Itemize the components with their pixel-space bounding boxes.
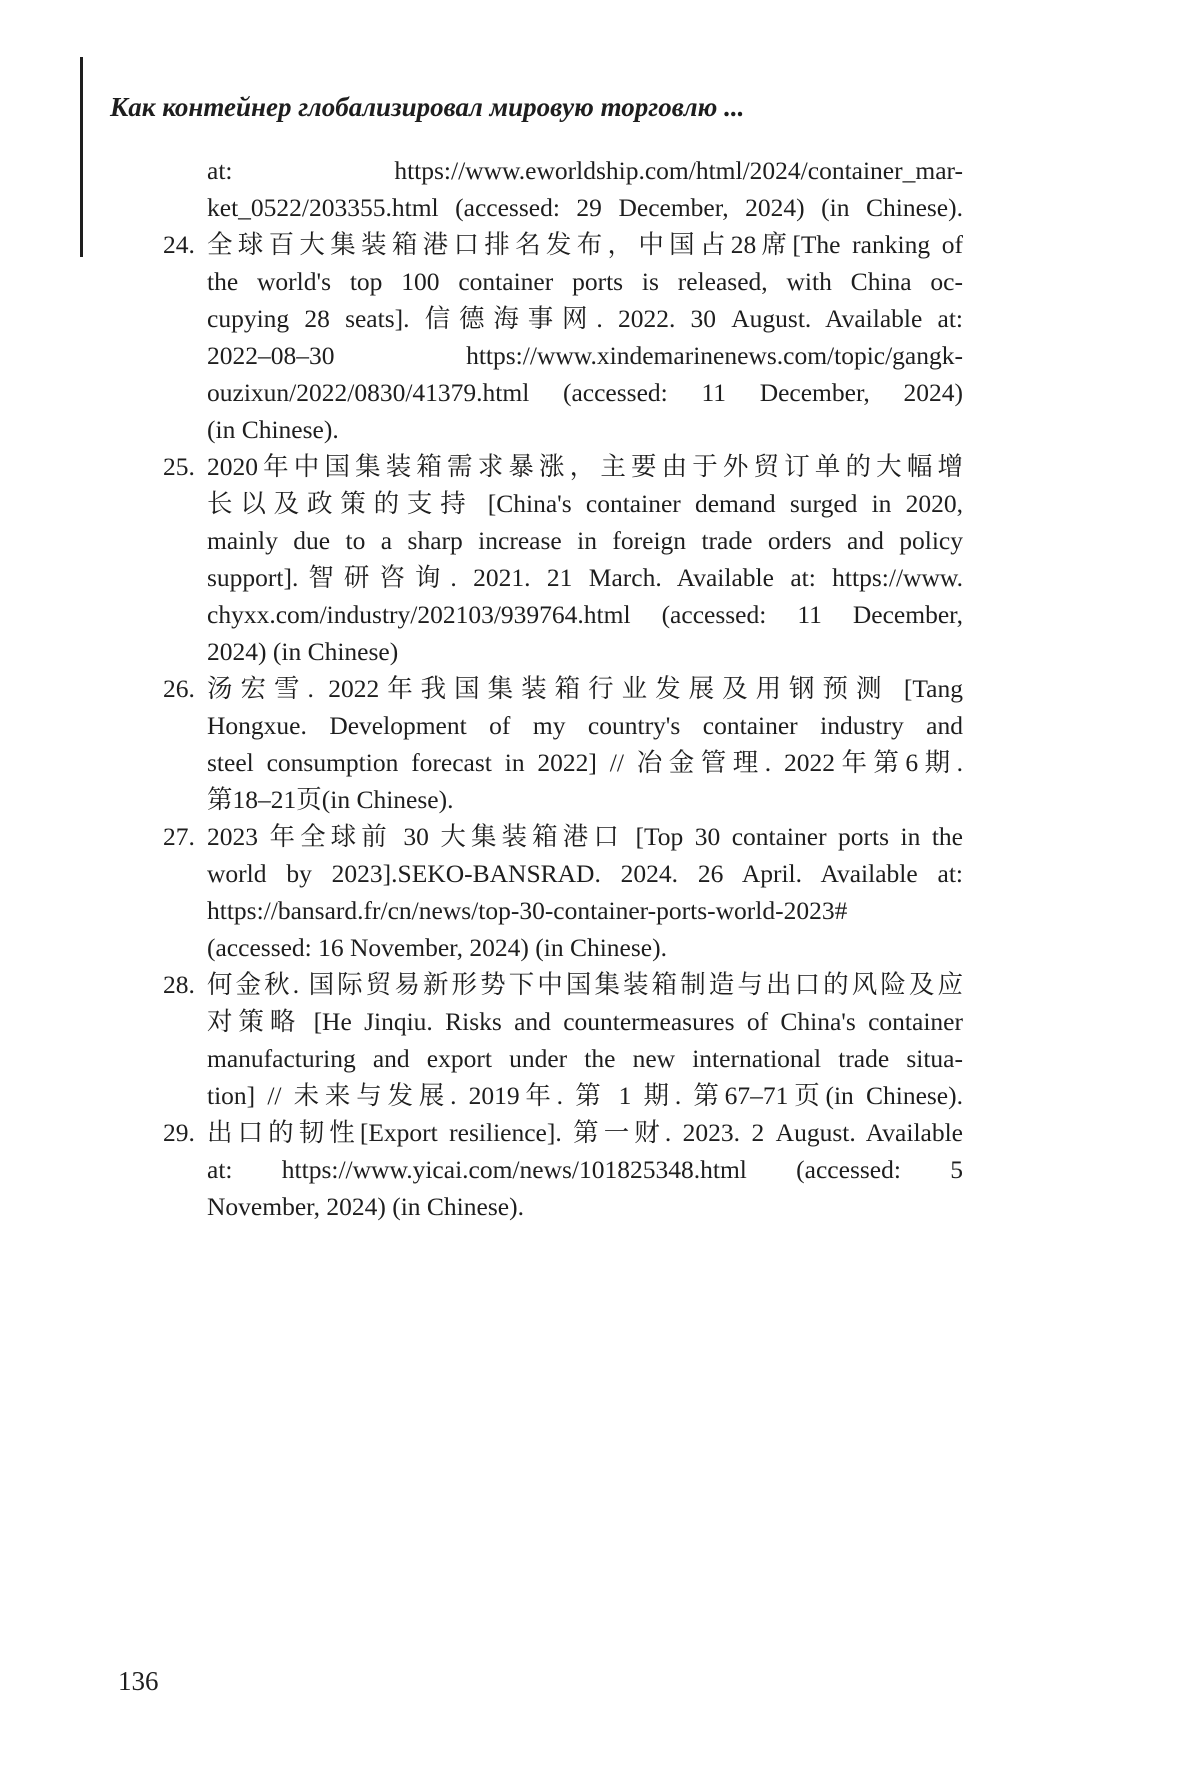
reference-line: November, 2024) (in Chinese). [207,1192,524,1221]
reference-line: ouzixun/2022/0830/41379.html (accessed: 11 December, 2024) [207,378,963,407]
reference-line: mainly due to a sharp increase in foreign trade orders and policy [207,526,963,555]
reference-line: 全球百大集装箱港口排名发布，中国占28席[The ranking of [207,230,963,259]
reference-line: Hongxue. Development of my country's container industry and [207,711,963,740]
reference-item [163,152,963,226]
reference-number: 28. [163,970,195,999]
reference-line: support].智研咨询. 2021. 21 March. Available at: https://www. [207,563,963,592]
reference-line: 2020年中国集装箱需求暴涨，主要由于外贸订单的大幅增 [207,452,963,481]
page-number: 136 [118,1666,159,1696]
reference-line: the world's top 100 container ports is released, with China oc- [207,267,963,296]
reference-line: at: https://www.yicai.com/news/101825348.html (accessed: 5 [207,1155,963,1184]
reference-item [163,966,963,1114]
reference-item [163,1114,963,1225]
reference-line: 第18–21页(in Chinese). [207,785,454,814]
reference-line: world by 2023].SEKO-BANSRAD. 2024. 26 April. Available at: [207,859,963,888]
reference-number: 27. [163,822,195,851]
reference-line: tion] // 未来与发展. 2019年. 第 1 期. 第67–71页(in Chinese). [207,1081,963,1110]
reference-line: ket_0522/203355.html (accessed: 29 December, 2024) (in Chinese). [207,193,963,222]
reference-list [163,152,963,1225]
reference-line: 汤宏雪. 2022年我国集装箱行业发展及用钢预测 [Tang [207,674,963,703]
reference-line: 对策略 [He Jinqiu. Risks and countermeasures of China's container [207,1007,963,1036]
reference-line: steel consumption forecast in 2022] // 冶金管理. 2022年第6期. [207,748,963,777]
reference-line: 2022–08–30 https://www.xindemarinenews.com/topic/gangk- [207,341,963,370]
reference-line: manufacturing and export under the new international trade situa- [207,1044,963,1073]
reference-line: https://bansard.fr/cn/news/top-30-container-ports-world-2023# [207,896,848,925]
reference-line: (in Chinese). [207,415,339,444]
reference-line: 长以及政策的支持 [China's container demand surged in 2020, [207,489,963,518]
running-title: Как контейнер глобализировал мировую торговлю ... [110,92,745,122]
reference-line: 2024) (in Chinese) [207,637,399,666]
reference-line: at: https://www.eworldship.com/html/2024/container_mar- [207,156,963,185]
reference-item [163,818,963,966]
reference-item [163,226,963,448]
reference-item [163,670,963,818]
reference-line: cupying 28 seats]. 信德海事网. 2022. 30 August. Available at: [207,304,963,333]
reference-item [163,448,963,670]
reference-line: 何金秋. 国际贸易新形势下中国集装箱制造与出口的风险及应 [207,970,963,999]
reference-number: 29. [163,1118,195,1147]
reference-number: 25. [163,452,195,481]
reference-number: 26. [163,674,195,703]
reference-line: 出口的韧性[Export resilience]. 第一财. 2023. 2 August. Available [207,1118,963,1147]
reference-number: 24. [163,230,195,259]
left-margin-rule [80,57,83,257]
reference-line: 2023 年全球前 30 大集装箱港口 [Top 30 container ports in the [207,822,963,851]
reference-line: chyxx.com/industry/202103/939764.html (accessed: 11 December, [207,600,963,629]
reference-line: (accessed: 16 November, 2024) (in Chinese). [207,933,667,962]
